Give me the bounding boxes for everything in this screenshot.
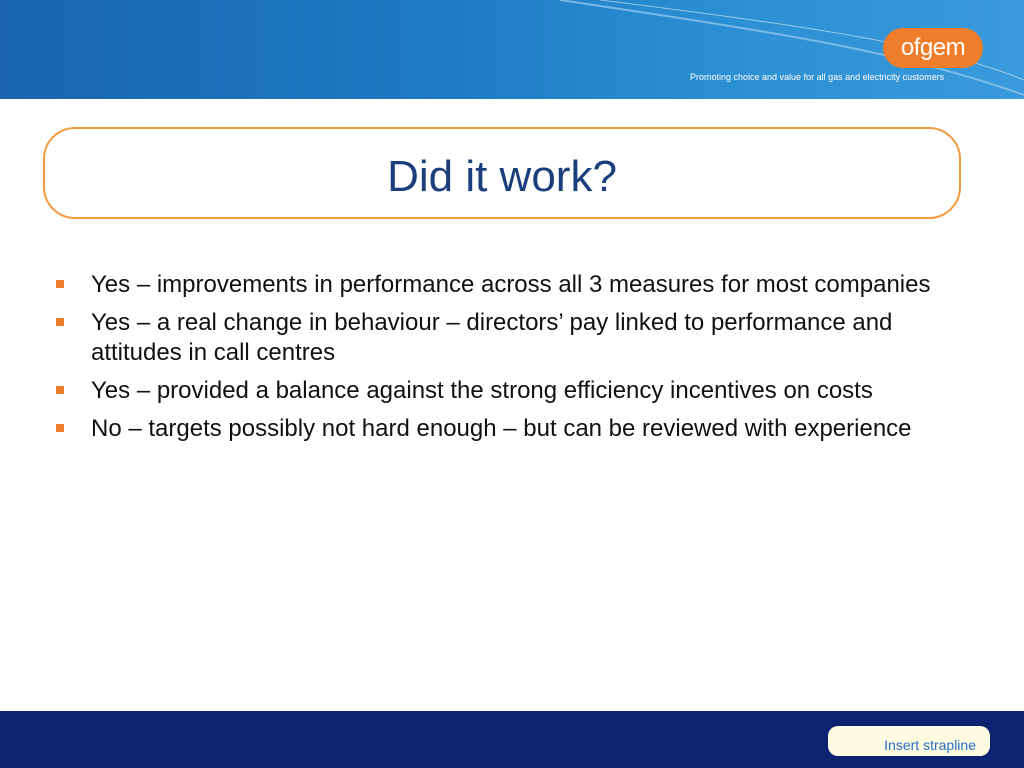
header-swoosh-graphic — [0, 0, 1024, 99]
bullet-text: No – targets possibly not hard enough – but can be reviewed with experience — [91, 415, 912, 442]
bullet-item — [56, 414, 956, 444]
bullet-square-icon — [56, 424, 64, 432]
slide-title: Did it work? — [387, 152, 617, 201]
bullet-list — [56, 270, 956, 452]
bullet-square-icon — [56, 280, 64, 288]
bullet-square-icon — [56, 318, 64, 326]
bullet-square-icon — [56, 386, 64, 394]
ofgem-logo: ofgem — [883, 28, 983, 68]
header-tagline: Promoting choice and value for all gas and electricity customers — [690, 72, 945, 82]
bullet-text: Yes – provided a balance against the strong efficiency incentives on costs — [91, 377, 873, 404]
header-banner — [0, 0, 1024, 99]
footer-strapline: Insert strapline — [828, 726, 990, 756]
title-frame — [43, 127, 961, 219]
bullet-text: Yes – a real change in behaviour – directors’ pay linked to performance and attitudes in call centres — [91, 309, 893, 366]
bullet-item — [56, 376, 956, 406]
bullet-text: Yes – improvements in performance across all 3 measures for most companies — [91, 271, 931, 298]
bullet-item — [56, 270, 956, 300]
bullet-item — [56, 308, 956, 368]
